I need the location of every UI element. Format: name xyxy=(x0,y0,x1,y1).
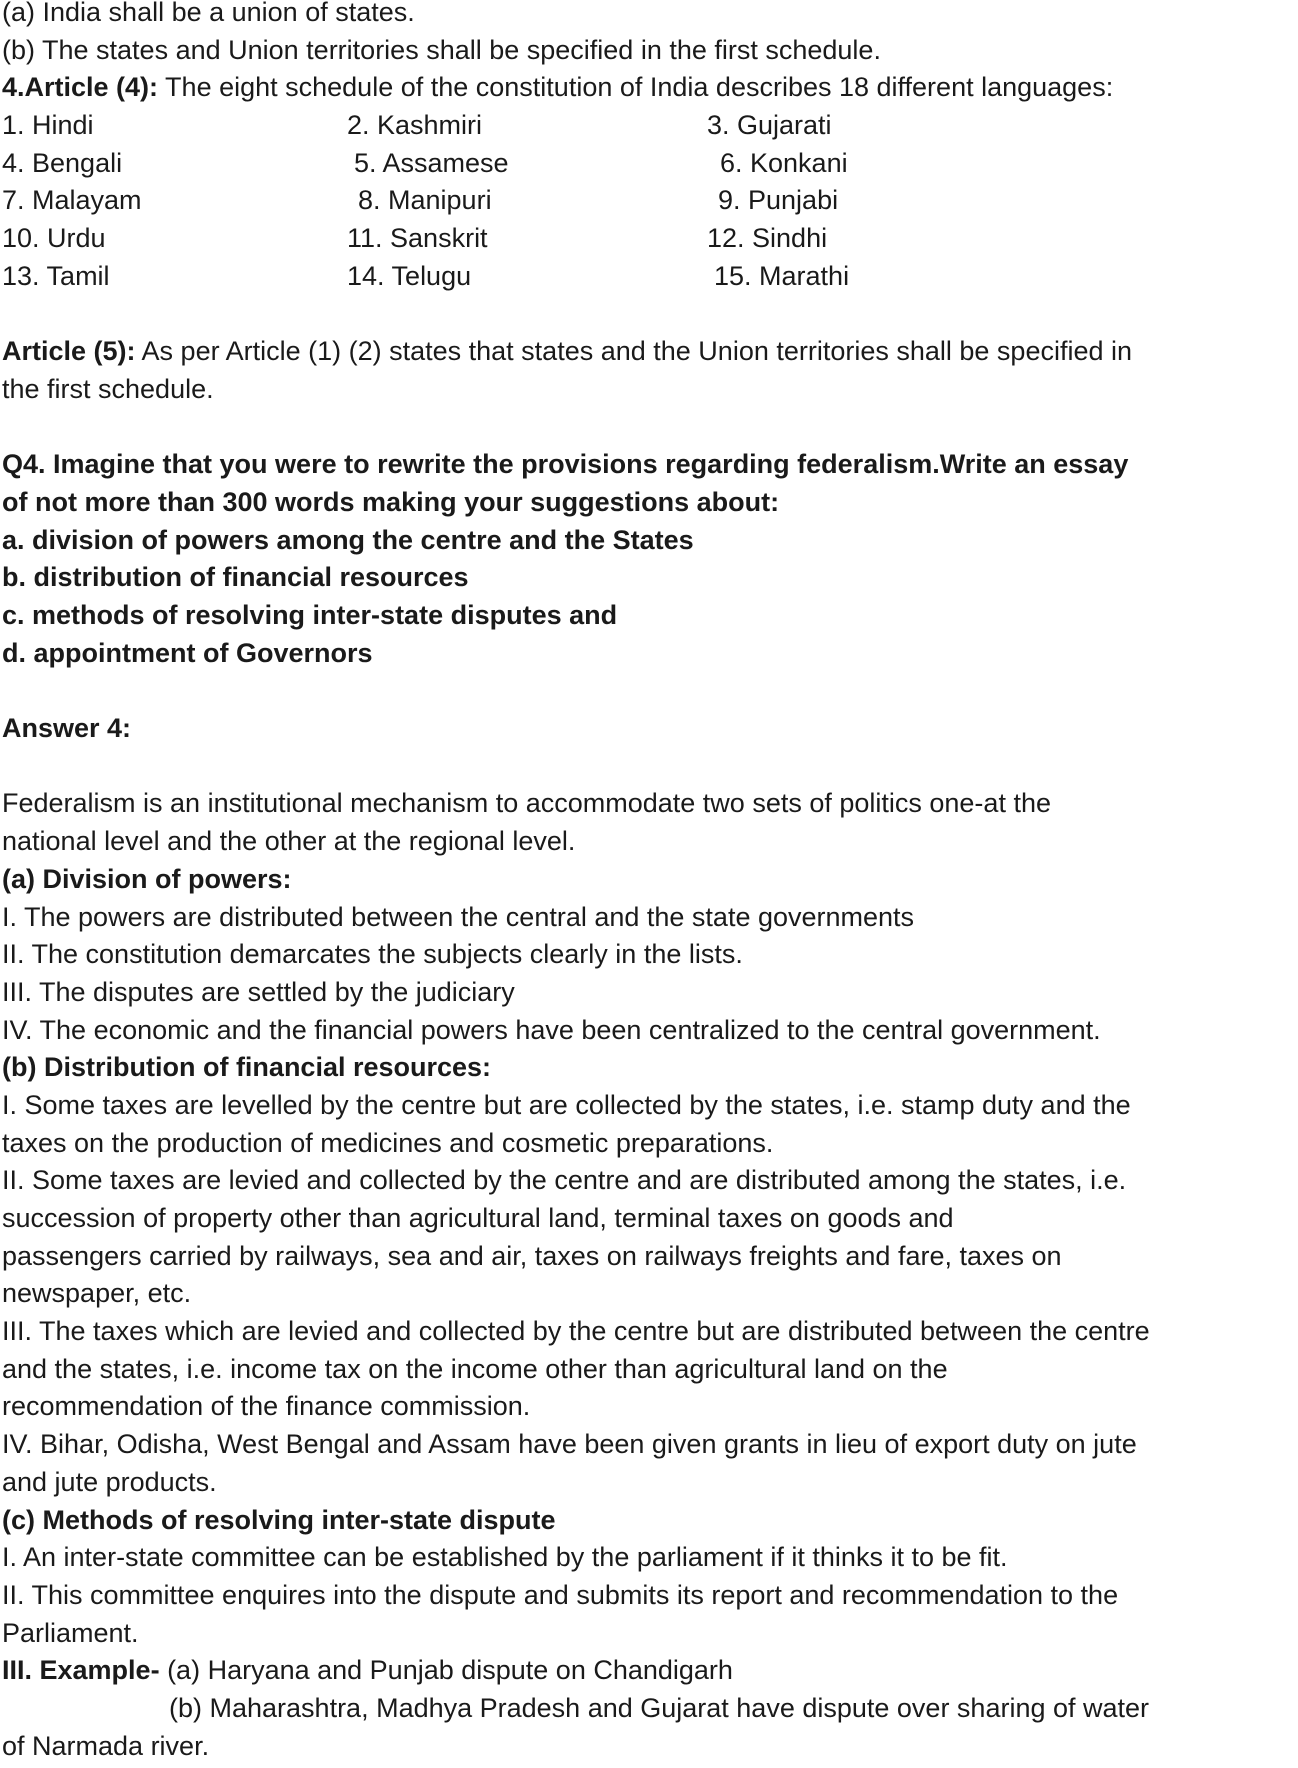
article5-line-2: the first schedule. xyxy=(2,373,214,404)
section-b-line: recommendation of the finance commission. xyxy=(2,1391,531,1422)
section-b-line: taxes on the production of medicines and cosmetic preparations. xyxy=(2,1127,774,1158)
section-b-line: passengers carried by railways, sea and air, taxes on railways freights and fare, taxes on xyxy=(2,1240,1062,1271)
section-b-line: and the states, i.e. income tax on the income other than agricultural land on the xyxy=(2,1353,948,1384)
language-item: 6. Konkani xyxy=(720,147,848,178)
section-a-heading: (a) Division of powers: xyxy=(2,863,292,894)
answer4-intro: national level and the other at the regional level. xyxy=(2,826,576,857)
section-b-line: newspaper, etc. xyxy=(2,1278,192,1309)
article4-line xyxy=(2,69,1292,107)
question4-line: of not more than 300 words making your suggestions about: xyxy=(2,486,780,517)
languages-row xyxy=(2,220,1292,258)
section-c-example xyxy=(2,1652,1292,1690)
section-b-line: III. The taxes which are levied and collected by the centre but are distributed between the centre xyxy=(2,1316,1150,1347)
language-item: 3. Gujarati xyxy=(707,110,832,141)
section-a-line: I. The powers are distributed between the central and the state governments xyxy=(2,901,915,932)
section-b-line: II. Some taxes are levied and collected by the centre and are distributed among the states, i.e. xyxy=(2,1165,1127,1196)
question4-item: c. methods of resolving inter-state disputes and xyxy=(2,600,618,630)
section-c-line: I. An inter-state committee can be established by the parliament if it thinks it to be fit. xyxy=(2,1542,1008,1573)
languages-row xyxy=(2,145,1292,183)
article5-text: As per Article (1) (2) states that states and the Union territories shall be specified in xyxy=(135,336,1133,367)
section-b-line: succession of property other than agricultural land, terminal taxes on goods and xyxy=(2,1203,954,1233)
language-item: 11. Sanskrit xyxy=(347,223,488,254)
question4-line: Q4. Imagine that you were to rewrite the provisions regarding federalism.Write an essay xyxy=(2,449,1129,480)
section-c-line: II. This committee enquires into the dispute and submits its report and recommendation to the xyxy=(2,1579,1119,1610)
language-item: 2. Kashmiri xyxy=(347,110,483,141)
article5-label: Article (5): xyxy=(2,336,136,367)
section-c-heading: (c) Methods of resolving inter-state dispute xyxy=(2,1504,556,1535)
language-item: 15. Marathi xyxy=(714,260,850,291)
question4-item: b. distribution of financial resources xyxy=(2,562,469,593)
languages-row xyxy=(2,182,1292,220)
question4-item: a. division of powers among the centre and the States xyxy=(2,524,694,555)
section-b-heading: (b) Distribution of financial resources: xyxy=(2,1052,492,1083)
example-label: III. Example- xyxy=(2,1655,160,1686)
language-item: 1. Hindi xyxy=(2,110,94,141)
spacer xyxy=(2,748,1292,786)
article4-text: The eight schedule of the constitution of India describes 18 different languages: xyxy=(158,72,1114,103)
language-item: 12. Sindhi xyxy=(707,223,828,254)
section-b-line: and jute products. xyxy=(2,1466,217,1497)
article4-label: 4.Article (4): xyxy=(2,72,159,103)
language-item: 9. Punjabi xyxy=(718,185,839,216)
spacer xyxy=(2,296,1292,334)
document-page xyxy=(2,0,1292,1765)
example-a: (a) Haryana and Punjab dispute on Chandigarh xyxy=(159,1655,733,1686)
answer4-heading: Answer 4: xyxy=(2,713,132,744)
example-b-cont: of Narmada river. xyxy=(2,1730,210,1761)
language-item: 7. Malayam xyxy=(2,185,142,216)
question4-item: d. appointment of Governors xyxy=(2,637,373,668)
languages-row xyxy=(2,107,1292,145)
section-b-line: IV. Bihar, Odisha, West Bengal and Assam have been given grants in lieu of export duty on jute xyxy=(2,1429,1137,1460)
section-b-line: I. Some taxes are levelled by the centre but are collected by the states, i.e. stamp duty and the xyxy=(2,1089,1131,1120)
spacer xyxy=(2,672,1292,710)
section-a-line: III. The disputes are settled by the judiciary xyxy=(2,976,515,1007)
spacer xyxy=(2,409,1292,447)
languages-list xyxy=(2,107,1292,295)
language-item: 14. Telugu xyxy=(347,260,472,291)
section-a-line: IV. The economic and the financial powers have been centralized to the central government. xyxy=(2,1014,1101,1045)
article5-line xyxy=(2,333,1292,371)
language-item: 13. Tamil xyxy=(2,260,110,291)
language-item: 5. Assamese xyxy=(354,147,509,178)
example-b: (b) Maharashtra, Madhya Pradesh and Gujarat have dispute over sharing of water xyxy=(169,1692,1150,1723)
language-item: 8. Manipuri xyxy=(358,185,492,216)
section-c-line: Parliament. xyxy=(2,1617,139,1648)
language-item: 4. Bengali xyxy=(2,147,123,178)
answer4-intro: Federalism is an institutional mechanism to accommodate two sets of politics one-at the xyxy=(2,788,1051,819)
section-a-line: II. The constitution demarcates the subjects clearly in the lists. xyxy=(2,939,743,970)
language-item: 10. Urdu xyxy=(2,223,106,254)
languages-row xyxy=(2,258,1292,296)
intro-line-a: (a) India shall be a union of states. xyxy=(2,0,415,27)
intro-line-b: (b) The states and Union territories shall be specified in the first schedule. xyxy=(2,34,881,65)
